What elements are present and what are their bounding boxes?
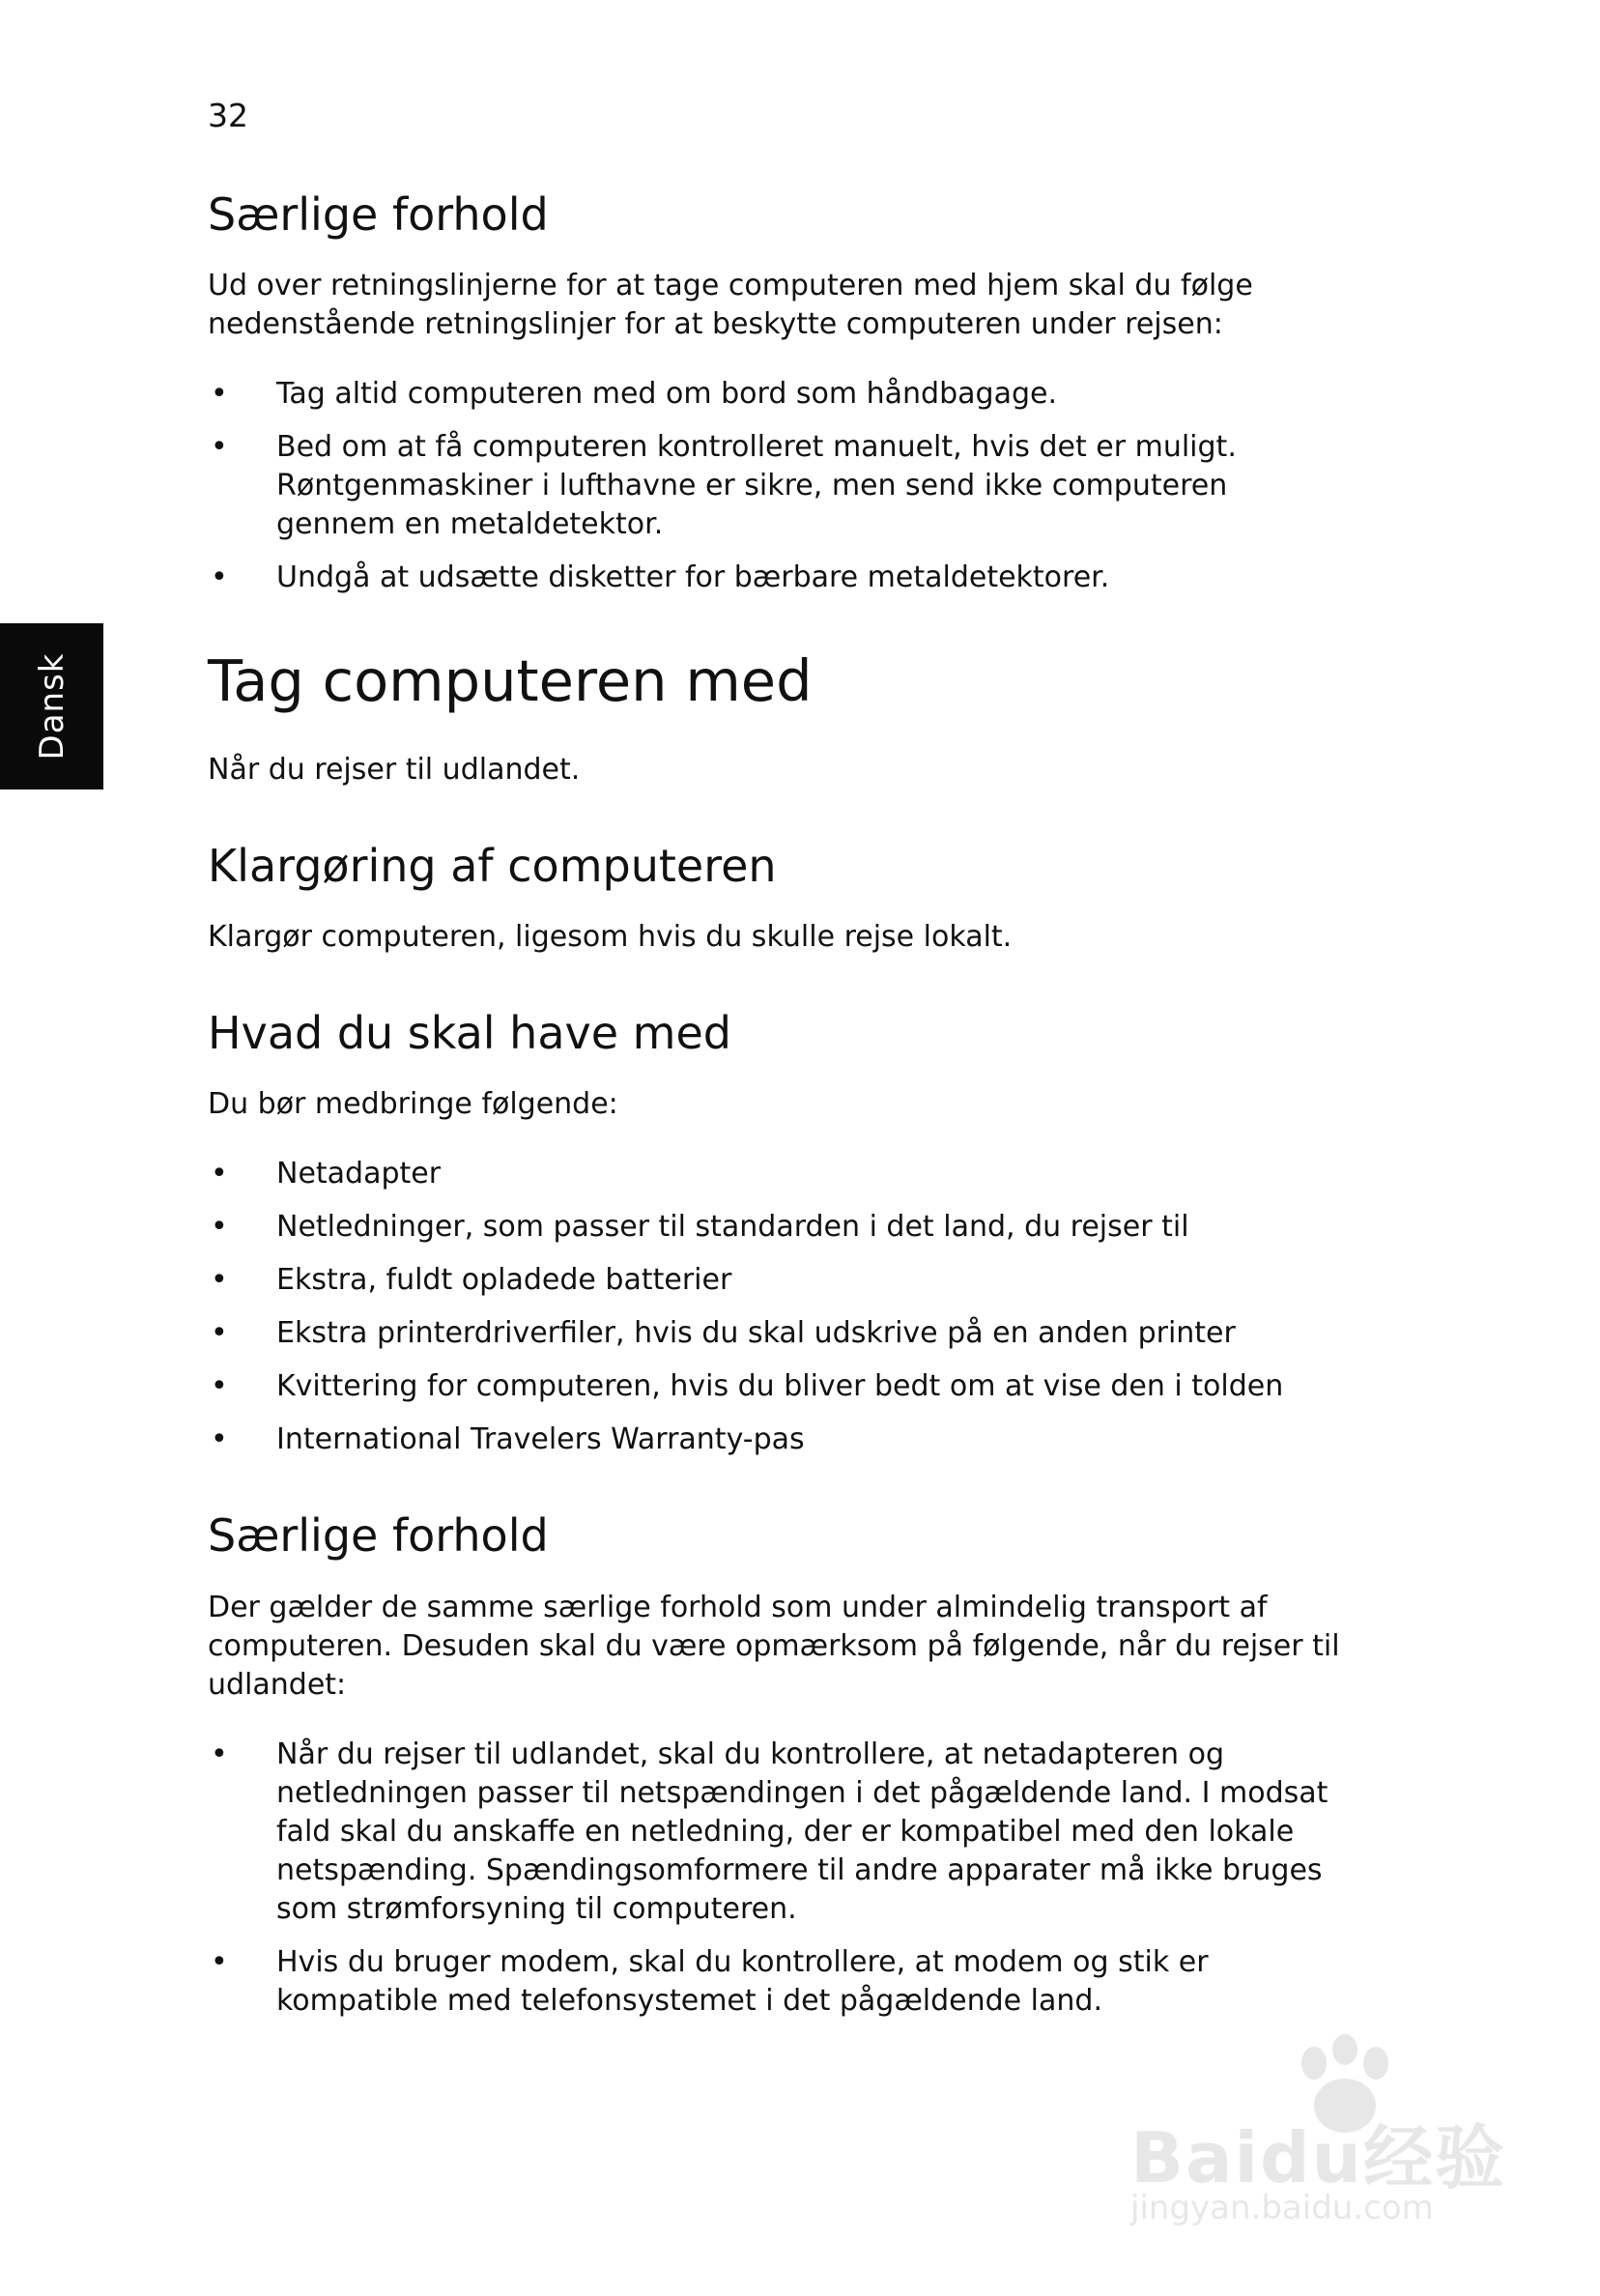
section-heading: Særlige forhold	[208, 1509, 549, 1563]
list-item: • Ekstra printerdriverfiler, hvis du skal udskrive på en anden printer	[208, 1314, 1348, 1353]
page-number: 32	[208, 97, 248, 134]
chapter-heading: Tag computeren med	[208, 647, 813, 715]
bullet-list	[208, 375, 1348, 597]
section-take-computer	[208, 647, 1348, 789]
baidu-watermark	[1121, 2034, 1507, 2247]
section-paragraph: Ud over retningslinjerne for at tage computeren med hjem skal du følge nedenstående retningslinjer for at beskytte computeren under rejsen:	[208, 269, 1253, 342]
list-item: • Undgå at udsætte disketter for bærbare metaldetektorer.	[208, 559, 1348, 597]
section-paragraph: Du bør medbringe følgende:	[208, 1087, 618, 1122]
section-preparing-computer	[208, 840, 1348, 957]
list-item: • Bed om at få computeren kontrolleret manuelt, hvis det er muligt. Røntgenmaskiner i lufthavne er sikre, men send ikke computeren gennem en metaldetektor.	[208, 428, 1348, 544]
section-paragraph: Der gælder de samme særlige forhold som under almindelig transport af computeren. Desuden skal du være opmærksom på følgende, når du rejser til udlandet:	[208, 1590, 1340, 1702]
list-item: • Netadapter	[208, 1155, 1348, 1193]
list-item: • Ekstra, fuldt opladede batterier	[208, 1261, 1348, 1300]
list-item: • Når du rejser til udlandet, skal du kontrollere, at netadapteren og netledningen passer til netspændingen i det pågældende land. I modsat fald skal du anskaffe en netledning, der er kompatibel med den lokale netspænding. Spændingsomformere til andre apparater må ikke bruges som strømforsyning til computeren.	[208, 1736, 1348, 1929]
section-heading: Særlige forhold	[208, 188, 549, 241]
language-side-tab-label: Dansk	[32, 652, 71, 761]
watermark-brand: Baidu经验	[1130, 2117, 1506, 2198]
section-what-to-bring	[208, 1007, 1348, 1459]
section-special-conditions-local	[208, 188, 1348, 597]
section-special-conditions-abroad	[208, 1509, 1348, 2020]
list-item: • Hvis du bruger modem, skal du kontrollere, at modem og stik er kompatible med telefonsystemet i det pågældende land.	[208, 1943, 1348, 2021]
list-item: • Netledninger, som passer til standarden i det land, du rejser til	[208, 1208, 1348, 1247]
section-heading: Klargøring af computeren	[208, 839, 777, 892]
bullet-list	[208, 1155, 1348, 1459]
list-item: • Kvittering for computeren, hvis du bliver bedt om at vise den i tolden	[208, 1367, 1348, 1406]
section-heading: Hvad du skal have med	[208, 1007, 731, 1060]
bullet-list	[208, 1736, 1348, 2021]
watermark-url: jingyan.baidu.com	[1130, 2189, 1434, 2227]
list-item: • Tag altid computeren med om bord som håndbagage.	[208, 375, 1348, 414]
document-content	[208, 188, 1348, 2035]
section-paragraph: Når du rejser til udlandet.	[208, 752, 581, 787]
language-side-tab	[0, 623, 103, 789]
list-item: • International Travelers Warranty-pas	[208, 1421, 1348, 1459]
section-paragraph: Klargør computeren, ligesom hvis du skulle rejse lokalt.	[208, 920, 1013, 955]
